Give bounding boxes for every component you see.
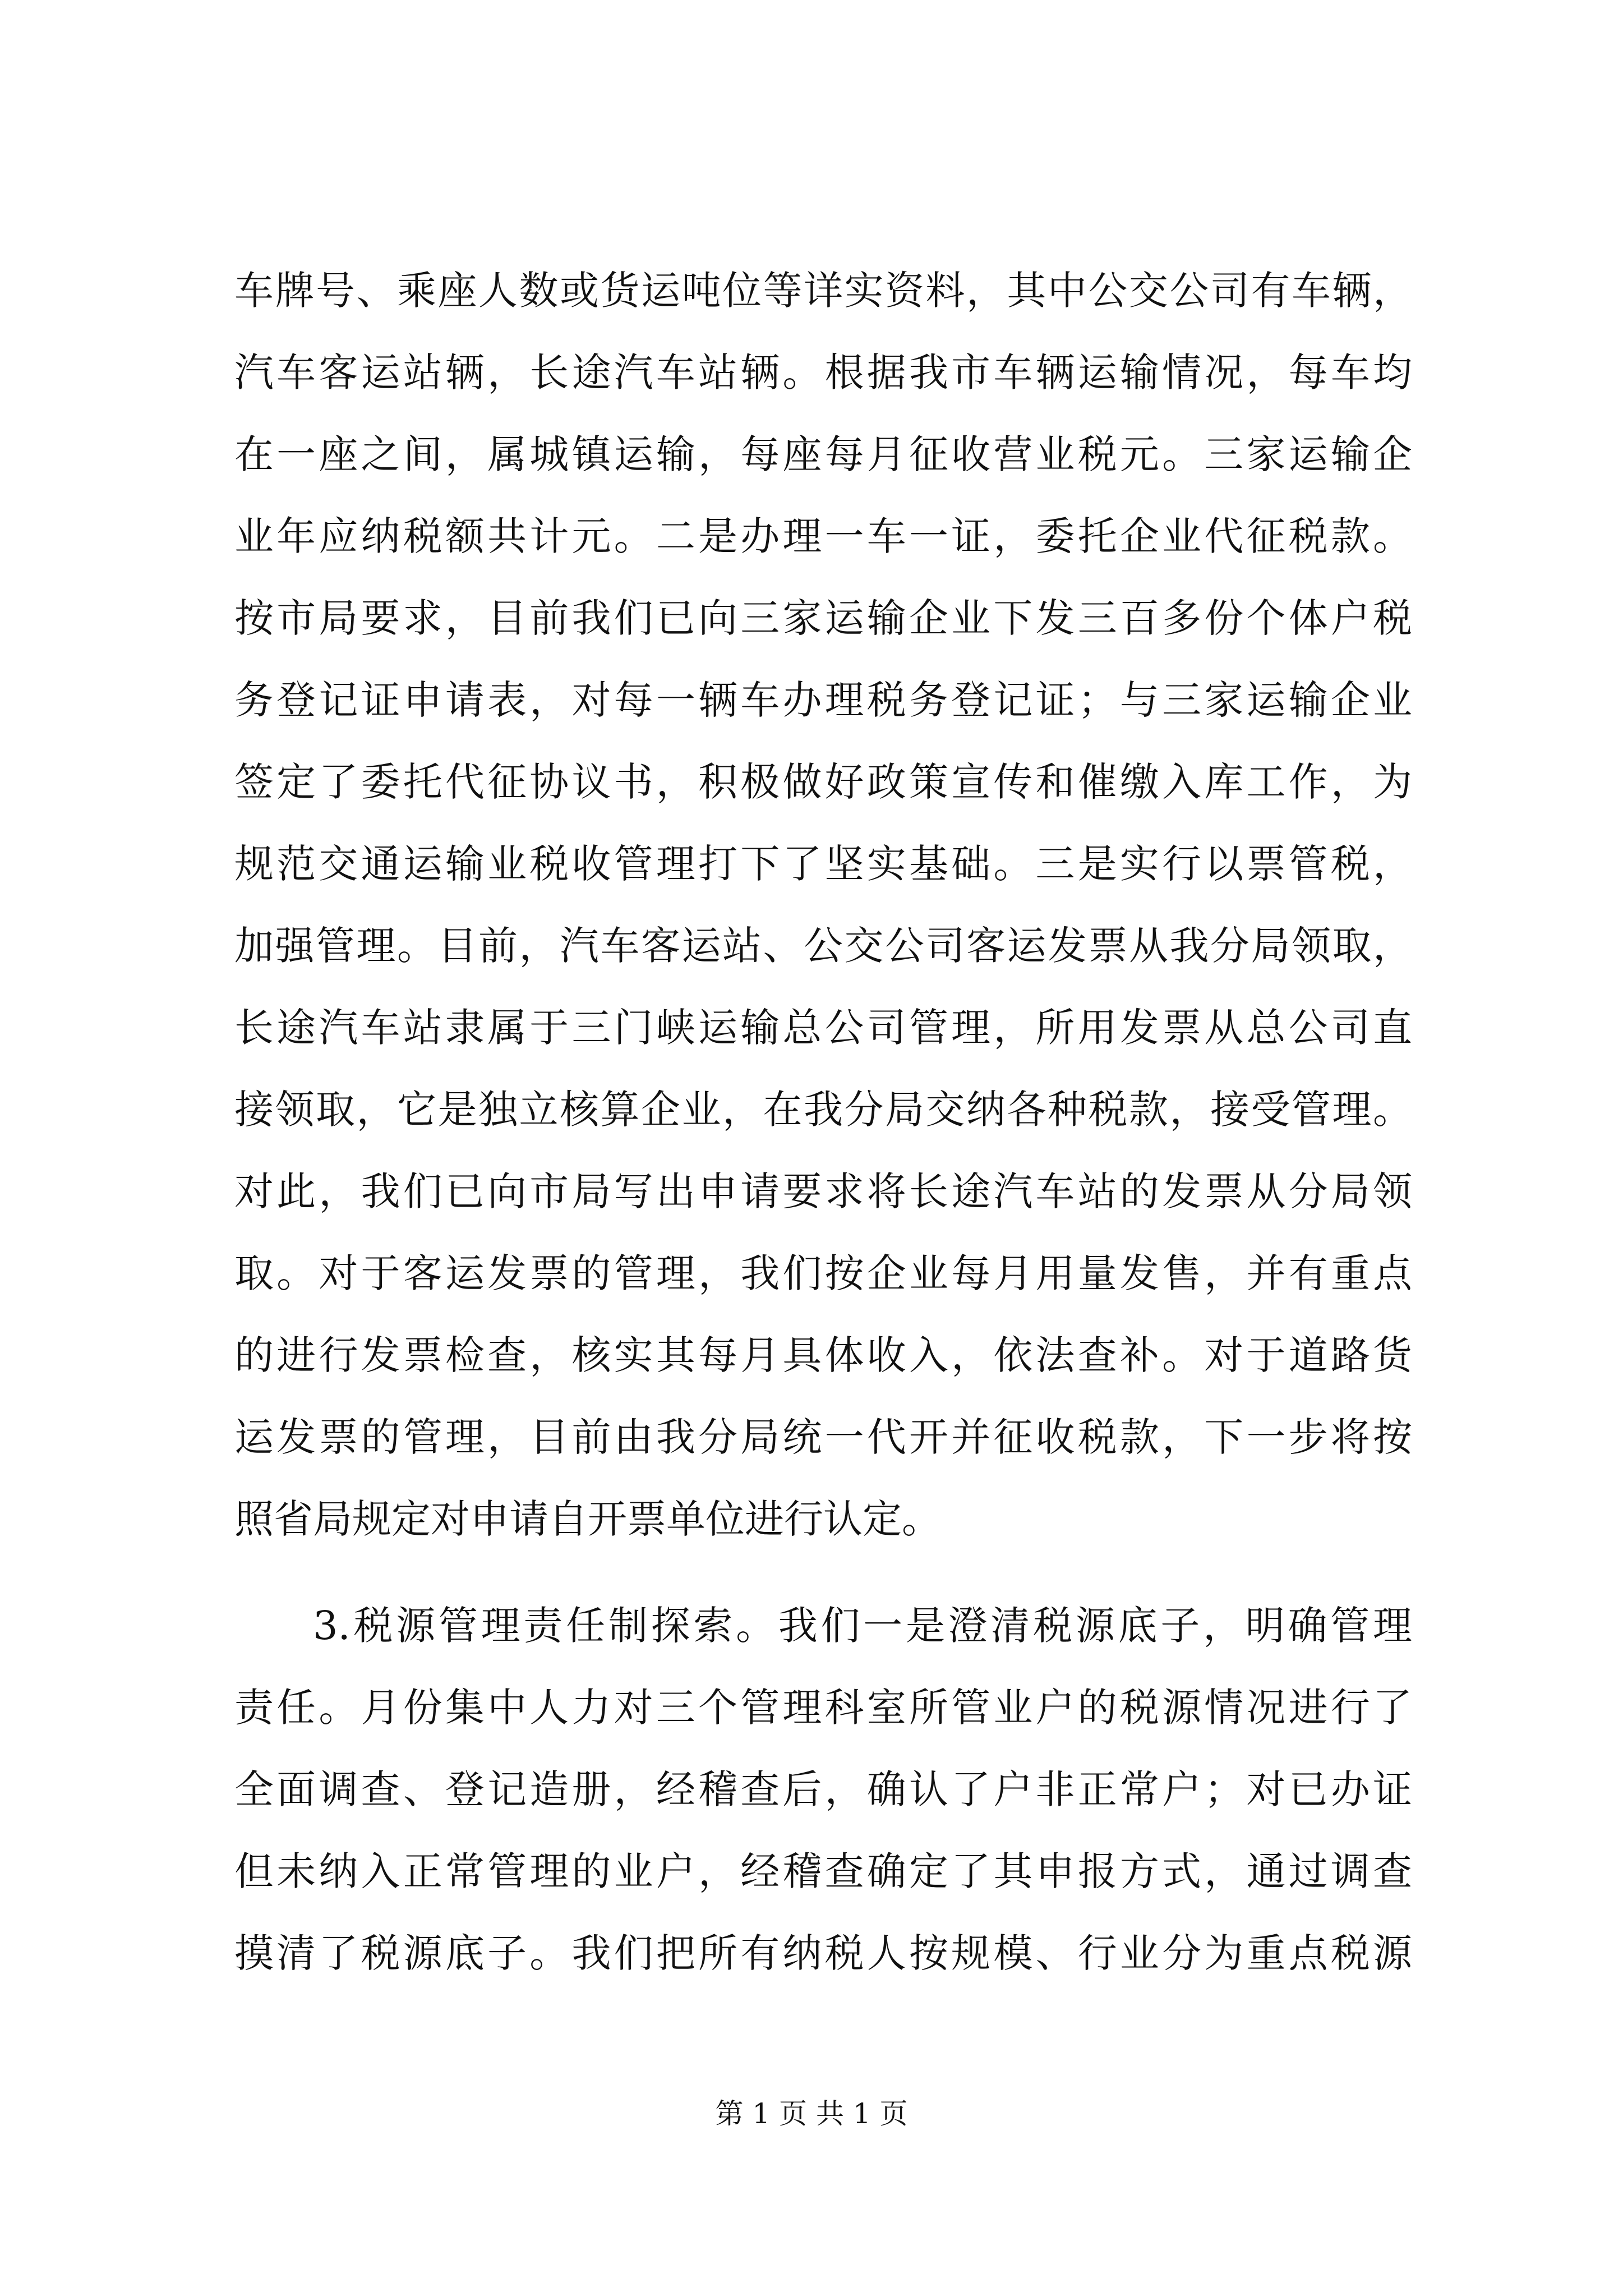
- text-line: 按市局要求，目前我们已向三家运输企业下发三百多份个体户税: [234, 595, 1412, 641]
- text-line: 但未纳入正常管理的业户，经稽查确定了其申报方式，通过调查: [234, 1848, 1412, 1894]
- page-footer: [0, 2091, 1623, 2132]
- text-line: 摸清了税源底子。我们把所有纳税人按规模、行业分为重点税源: [234, 1930, 1412, 1976]
- text-line: 车牌号、乘座人数或货运吨位等详实资料，其中公交公司有车辆，: [234, 268, 1412, 314]
- text-line: 接领取，它是独立核算企业，在我分局交纳各种税款，接受管理。: [234, 1087, 1412, 1133]
- text-line: 在一座之间，属城镇运输，每座每月征收营业税元。三家运输企: [234, 431, 1412, 477]
- page-number-label: 第 1 页 共 1 页: [715, 2097, 908, 2130]
- text-line: 3.税源管理责任制探索。我们一是澄清税源底子，明确管理: [313, 1603, 1412, 1649]
- text-line: 取。对于客运发票的管理，我们按企业每月用量发售，并有重点: [234, 1250, 1412, 1296]
- text-line: 对此，我们已向市局写出申请要求将长途汽车站的发票从分局领: [234, 1168, 1412, 1214]
- text-line: 规范交通运输业税收管理打下了坚实基础。三是实行以票管税，: [234, 841, 1412, 887]
- text-line: 全面调查、登记造册，经稽查后，确认了户非正常户；对已办证: [234, 1766, 1412, 1812]
- text-line: 的进行发票检查，核实其每月具体收入，依法查补。对于道路货: [234, 1332, 1412, 1378]
- text-line: 业年应纳税额共计元。二是办理一车一证，委托企业代征税款。: [234, 513, 1412, 559]
- paragraph-tax-source-management: [234, 1585, 1412, 1994]
- text-line: 长途汽车站隶属于三门峡运输总公司管理，所用发票从总公司直: [234, 1005, 1412, 1051]
- paragraph-transport-tax: [234, 250, 1412, 1560]
- text-line: 务登记证申请表，对每一辆车办理税务登记证；与三家运输企业: [234, 677, 1412, 723]
- body-text: [234, 250, 1412, 1994]
- paragraph-spacer: [234, 1560, 1412, 1585]
- text-line: 运发票的管理，目前由我分局统一代开并征收税款，下一步将按: [234, 1414, 1412, 1460]
- text-line: 汽车客运站辆，长途汽车站辆。根据我市车辆运输情况，每车均: [234, 349, 1412, 395]
- text-line: 签定了委托代征协议书，积极做好政策宣传和催缴入库工作，为: [234, 759, 1412, 805]
- text-line: 责任。月份集中人力对三个管理科室所管业户的税源情况进行了: [234, 1685, 1412, 1731]
- text-line: 照省局规定对申请自开票单位进行认定。: [234, 1496, 941, 1542]
- text-line: 加强管理。目前，汽车客运站、公交公司客运发票从我分局领取，: [234, 923, 1412, 969]
